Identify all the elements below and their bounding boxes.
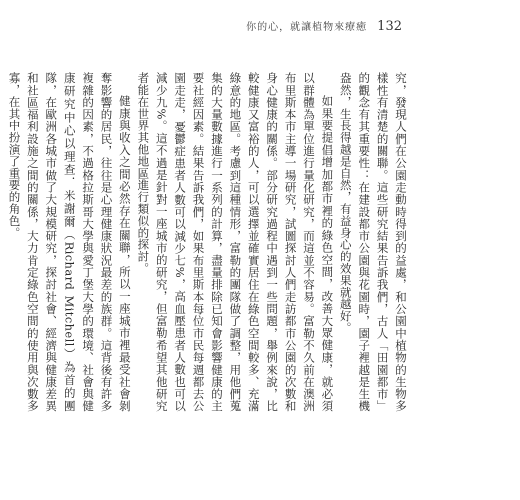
page-number: 132 [377,19,402,34]
paragraph-1: 究，發現人們在公園走動時得到的益處，和公園中植物的生物多樣性有清楚的關聯。這些研究結果告訴我們，古人「田園都市」的觀念有其重要性：在建設都市公園與花園時，園子裡越是生機盎然，生長得越是自然，有益身心的效果就越好。 [338,72,408,412]
running-title: 你的心，就讓植物來療癒 [246,22,368,33]
paragraph-2: 如果要提倡增加都市裡的綠色空間，改善大眾健康，就必須以群體為單位進行量化研究，而這並不容易。富勒不久前在澳洲布里斯本市主導一場研究，試圖探討人們走訪都市公園的次數和身心健康的關係。部分研究過程中遇到一些問題，舉例來說，比較健康又富裕的人，可以選擇並確實居住在綠色空間較多、充滿綠意的地區。考慮到這種情形，富勒的團隊做了調整，用他們蒐集的大量數據進行一系列的計算，盡量排除已知會影響健康的主要社經因素。結果告訴我們，如果布里斯本每位市民每週都去公園走走，憂鬱症患者人數可以減少七%，高血壓患者人數也可以減少九%。這不過是針對一座城市的研究，但富勒希望其他研究者能在世界其他地區進行類似的探討。 [136,72,335,412]
vertical-body-text [7,72,410,412]
running-header [246,18,402,34]
paragraph-3: 健康與收入之間必然存在關聯，所以一座城市裡最受社會剝奪影響的居民，往往是心理健康狀況最差的族群。這背後有許多複雜的因素，不過格拉斯哥大學與愛丁堡大學的環境、社會與健康研究中心以理查．米謝爾（Richard Mitchell）為首的團隊，在歐洲各城市做了大規模研究，探討社會、經濟與健康差異和社區福利設施之間的關係，大力肯定綠色空間的使用與次數多寡，在其中扮演了重要的角色。 [7,72,132,412]
